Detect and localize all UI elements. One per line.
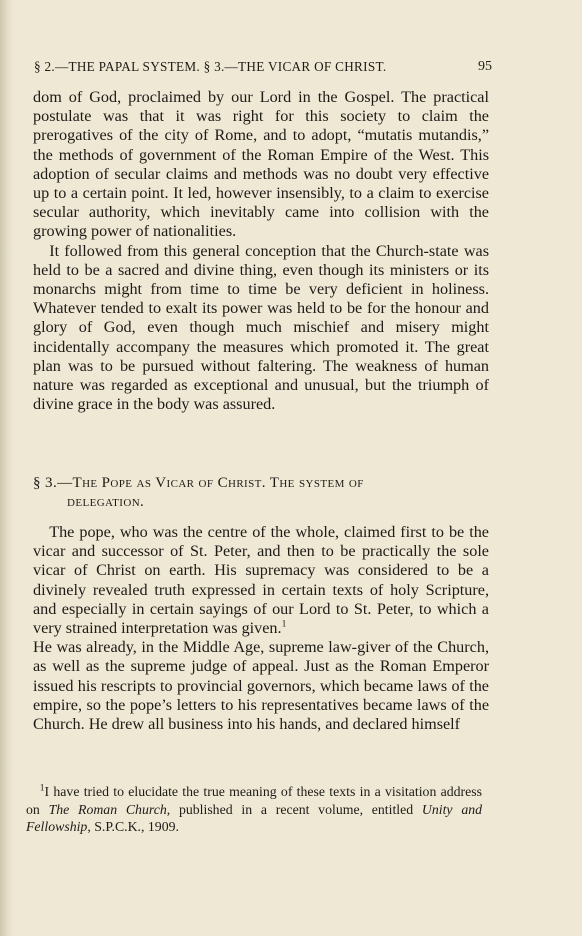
section-title-continued: delegation. bbox=[67, 494, 145, 510]
page-number: 95 bbox=[478, 59, 492, 74]
page-edge-shadow bbox=[0, 0, 14, 936]
footnote-text: $^1$I have tried to elucidate the true meaning of these texts in a visitation address on The Roman Church, published in a recent volume, entitled Unity and Fellowship, S.P.C.K., 1909. bbox=[26, 783, 483, 834]
footnote bbox=[26, 783, 482, 836]
footnote-marker: 1 bbox=[39, 783, 45, 794]
body-text-section bbox=[33, 523, 489, 734]
section-number: § 3.— bbox=[33, 475, 73, 491]
running-head: § 2.—THE PAPAL SYSTEM. § 3.—THE VICAR OF CHRIST. bbox=[34, 59, 387, 74]
cited-title: The Roman Church bbox=[48, 801, 167, 817]
section-heading bbox=[33, 474, 493, 512]
paragraph: The pope, who was the centre of the whole, claimed first to be the vicar and successor of St. Peter, and then to be practically the sole vicar of Christ on earth. His supremacy was considered to be a divinely revealed truth expressed in certain texts of holy Scripture, and especially in certain sayings of our Lord to St. Peter, to which a very strained interpretation was given.$^1$ bbox=[33, 523, 489, 638]
body-text-top bbox=[33, 88, 489, 414]
section-title: The Pope as Vicar of Christ. The system of bbox=[72, 475, 364, 491]
footnote-reference[interactable]: 1 bbox=[281, 619, 287, 630]
cited-title: Unity and Fellowship bbox=[26, 801, 483, 834]
paragraph-continued: dom of God, proclaimed by our Lord in the Gospel. The practical postulate was that it was right for this society to claim the prerogatives of the city of Rome, and to adopt, “mutatis mutandis,” the methods of government of the Roman Empire of the West. This adoption of secular claims and methods was no doubt very effective up to a certain point. It led, however insensibly, to a claim to exercise secular authority, which inevitably came into collision with the growing power of nationalities. bbox=[33, 88, 489, 241]
paragraph: It followed from this general conception that the Church-state was held to be a sacred and divine thing, even though its ministers or its monarchs might from time to time be very deficient in holiness. Whatever tended to exalt its power was held to be for the honour and glory of God, even though much mischief and misery might incidentally accompany the measures which promoted it. The great plan was to be pursued without faltering. The weakness of human nature was regarded as exceptional and unusual, but the triumph of divine grace in the body was assured. bbox=[33, 241, 489, 414]
paragraph: He was already, in the Middle Age, supreme law-giver of the Church, as well as the supreme judge of appeal. Just as the Roman Emperor issued his rescripts to provincial governors, which became laws of the empire, so the pope’s letters to his representatives became laws of the Church. He drew all business into his hands, and declared himself bbox=[33, 638, 489, 734]
